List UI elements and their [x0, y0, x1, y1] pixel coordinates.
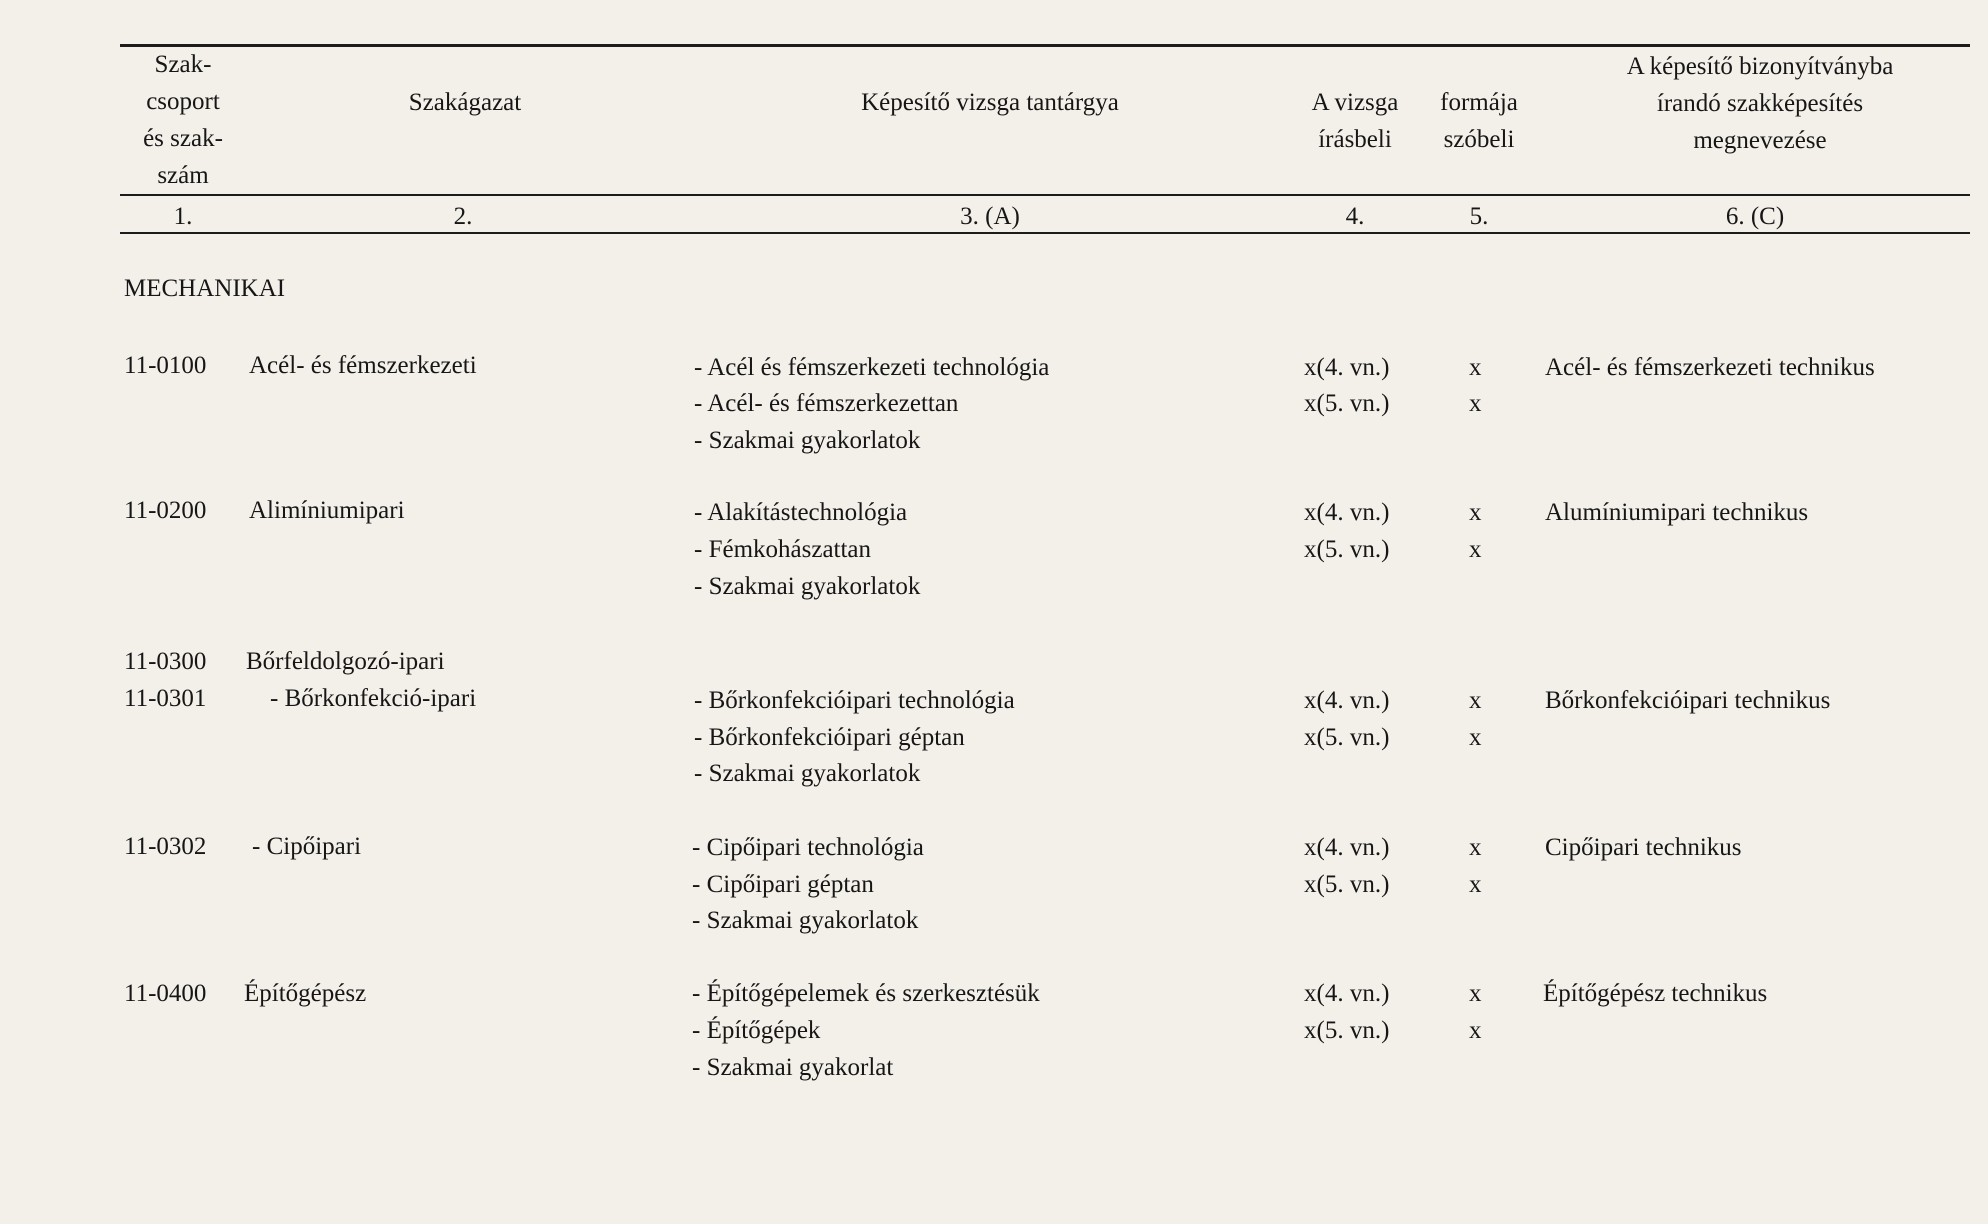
subject-oral: x [1469, 724, 1482, 751]
column-number-6: 6. (C) [1725, 203, 1785, 230]
subject-oral: x [1469, 871, 1482, 898]
subject-oral: x [1469, 687, 1482, 714]
subject-oral: x [1469, 354, 1482, 381]
subject-oral: x [1469, 499, 1482, 526]
subject-written: x(4. vn.) [1304, 687, 1390, 714]
subject-written: x(4. vn.) [1304, 499, 1390, 526]
subject-name: - Szakmai gyakorlat [692, 1054, 894, 1081]
header-col3: Képesítő vizsga tantárgya [861, 89, 1119, 116]
group-branch: - Cipőipari [252, 833, 362, 860]
header-col1-line: és szak- [143, 125, 223, 152]
subject-name: - Cipőipari géptan [692, 871, 874, 898]
subject-name: - Építőgépek [692, 1017, 821, 1044]
group-branch: - Bőrkonfekció-ipari [270, 685, 477, 712]
group-code: 11-0302 [124, 833, 207, 860]
group-qualification: Bőrkonfekcióipari technikus [1545, 687, 1831, 714]
group-branch: Alimíniumipari [249, 497, 405, 524]
group-qualification: Acél- és fémszerkezeti technikus [1545, 354, 1875, 381]
column-number-5: 5. [1469, 203, 1489, 230]
group-qualification: Cipőipari technikus [1545, 834, 1742, 861]
subject-name: - Szakmai gyakorlatok [694, 573, 921, 600]
subject-written: x(5. vn.) [1304, 1017, 1390, 1044]
column-number-2: 2. [453, 203, 473, 230]
subject-written: x(5. vn.) [1304, 724, 1390, 751]
column-number-4: 4. [1345, 203, 1365, 230]
subject-oral: x [1469, 536, 1482, 563]
header-col4-line: írásbeli [1318, 126, 1392, 153]
subject-written: x(4. vn.) [1304, 834, 1390, 861]
subject-name: - Alakítástechnológia [694, 499, 908, 526]
header-col6-line: megnevezése [1693, 127, 1827, 154]
subject-written: x(4. vn.) [1304, 980, 1390, 1007]
group-code: 11-0100 [124, 352, 207, 379]
header-col5-line: formája [1440, 89, 1518, 116]
header-col1-line: szám [157, 162, 209, 189]
subject-oral: x [1469, 390, 1482, 417]
top-rule [120, 44, 1970, 47]
header-rule [120, 194, 1970, 196]
subject-written: x(5. vn.) [1304, 871, 1390, 898]
header-col4-line: A vizsga [1311, 89, 1399, 116]
subject-name: - Acél és fémszerkezeti technológia [694, 354, 1050, 381]
subject-name: - Szakmai gyakorlatok [694, 760, 921, 787]
subject-name: - Szakmai gyakorlatok [694, 427, 921, 454]
header-col1-line: Szak- [154, 51, 212, 78]
group-code: 11-0301 [124, 685, 207, 712]
group-branch: Építőgépész [244, 980, 367, 1007]
group-code: 11-0300 [124, 648, 207, 675]
subject-name: - Bőrkonfekcióipari technológia [694, 687, 1015, 714]
group-branch: Bőrfeldolgozó-ipari [246, 648, 445, 675]
header-col2: Szakágazat [408, 89, 522, 116]
group-branch: Acél- és fémszerkezeti [249, 352, 477, 379]
subject-name: - Fémkohászattan [694, 536, 872, 563]
section-title: MECHANIKAI [124, 275, 286, 302]
header-col5-line: szóbeli [1443, 126, 1515, 153]
header-col6-line: írandó szakképesítés [1656, 90, 1864, 117]
group-code: 11-0400 [124, 980, 207, 1007]
subject-oral: x [1469, 834, 1482, 861]
subject-oral: x [1469, 1017, 1482, 1044]
subject-written: x(5. vn.) [1304, 390, 1390, 417]
header-col5 [1420, 84, 1538, 158]
subject-oral: x [1469, 980, 1482, 1007]
header-col1-line: csoport [146, 88, 220, 115]
header-col6-line: A képesítő bizonyítványba [1626, 53, 1894, 80]
group-qualification: Építőgépész technikus [1543, 980, 1768, 1007]
subject-name: - Cipőipari technológia [692, 834, 924, 861]
subject-name: - Bőrkonfekcióipari géptan [694, 724, 965, 751]
header-col6 [1560, 48, 1960, 159]
subject-written: x(5. vn.) [1304, 536, 1390, 563]
group-code: 11-0200 [124, 497, 207, 524]
column-number-3: 3. (A) [960, 203, 1020, 230]
header-col1 [128, 46, 238, 194]
header-col4 [1290, 84, 1420, 158]
subject-name: - Acél- és fémszerkezettan [694, 390, 959, 417]
column-number-1: 1. [173, 203, 193, 230]
subject-name: - Szakmai gyakorlatok [692, 907, 919, 934]
subject-name: - Építőgépelemek és szerkesztésük [692, 980, 1040, 1007]
subject-written: x(4. vn.) [1304, 354, 1390, 381]
group-qualification: Alumíniumipari technikus [1545, 499, 1809, 526]
